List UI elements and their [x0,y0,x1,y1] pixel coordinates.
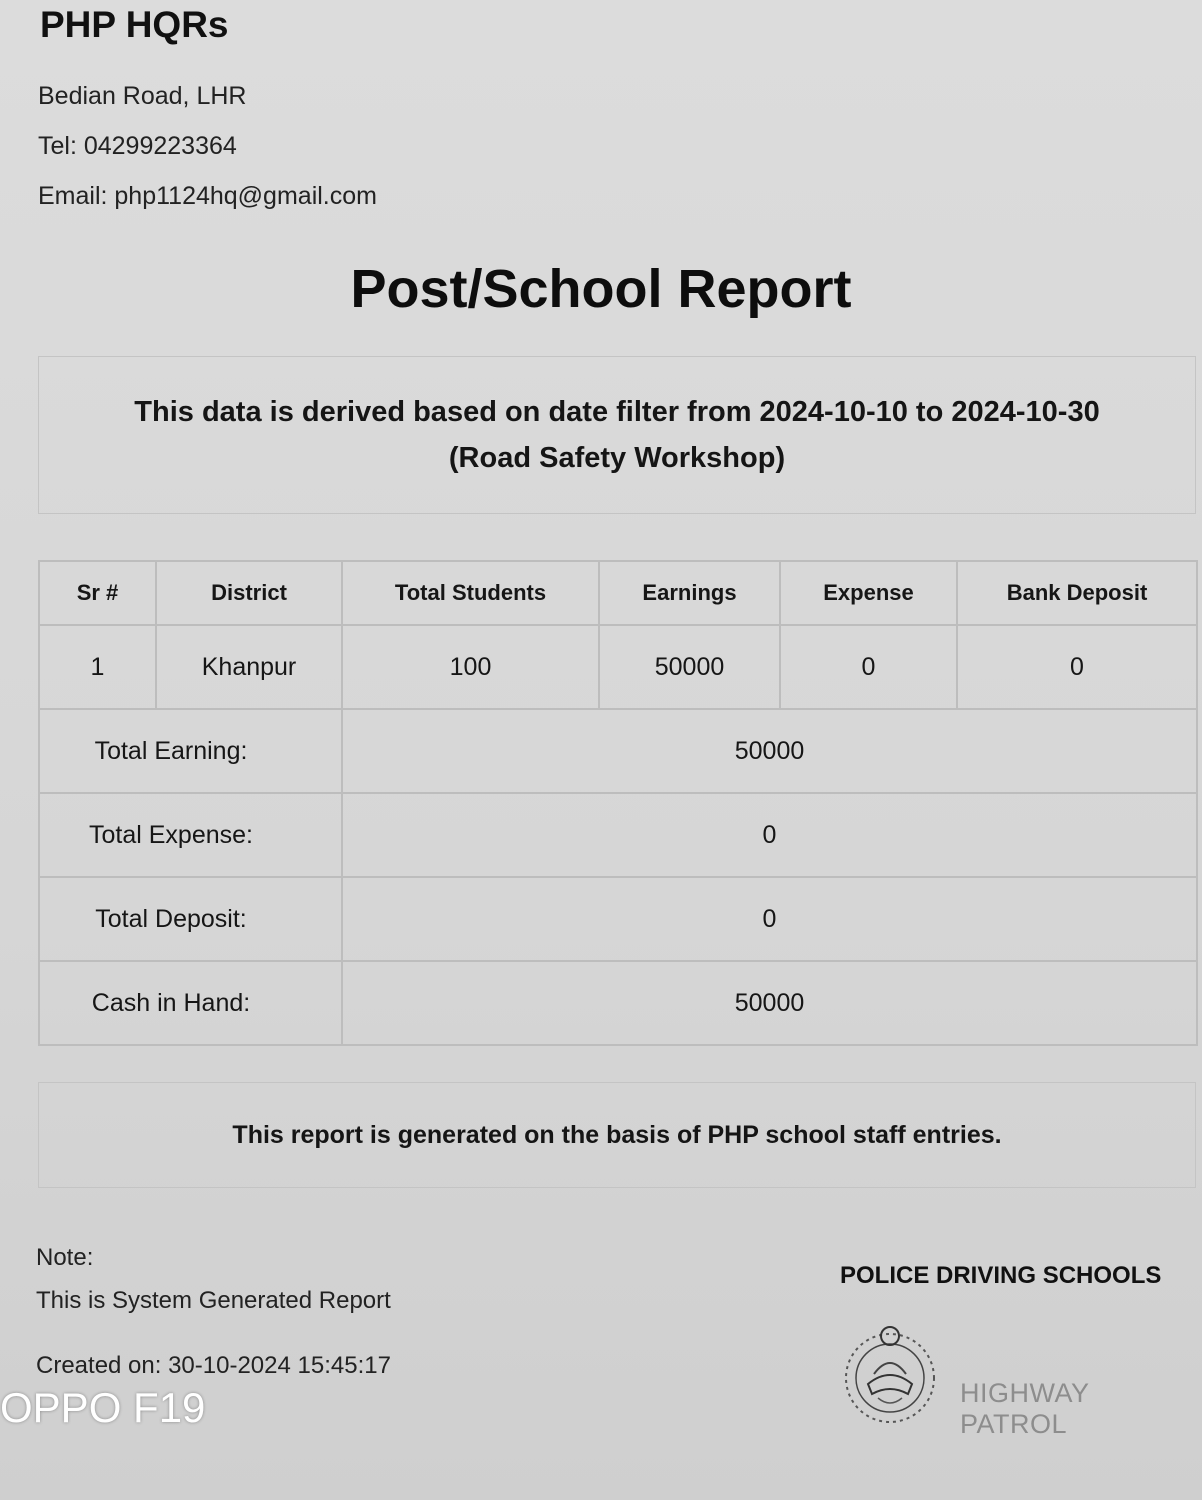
note-label: Note: [36,1244,94,1271]
summary-row-total-earning [39,709,1197,793]
cell-expense: 0 [780,625,957,709]
report-title: Post/School Report [350,259,852,319]
header-bank-deposit: Bank Deposit [957,561,1197,625]
note-text: This is System Generated Report [36,1287,391,1314]
highway-patrol-seal-icon [838,1322,942,1426]
footer-statement-box [38,1082,1196,1188]
header-expense: Expense [780,561,957,625]
table-header-row [39,561,1197,625]
brand-patrol-text: HIGHWAY PATROL [960,1378,1090,1439]
summary-value: 50000 [342,961,1197,1045]
org-tel: Tel: 04299223364 [38,132,237,160]
org-email: Email: php1124hq@gmail.com [38,182,377,210]
report-table [38,560,1198,1046]
summary-row-cash-in-hand [39,961,1197,1045]
org-name: PHP HQRs [40,4,229,45]
cell-total-students: 100 [342,625,599,709]
cell-earnings: 50000 [599,625,780,709]
camera-watermark: OPPO F19 [0,1384,206,1431]
summary-row-total-deposit [39,877,1197,961]
summary-label: Total Expense: [39,793,342,877]
date-filter-text: This data is derived based on date filter from 2024-10-10 to 2024-10-30 [134,396,1100,428]
cell-district: Khanpur [156,625,342,709]
summary-label: Total Deposit: [39,877,342,961]
cell-sr: 1 [39,625,156,709]
table-row [39,625,1197,709]
header-earnings: Earnings [599,561,780,625]
header-sr: Sr # [39,561,156,625]
workshop-name: (Road Safety Workshop) [448,442,786,474]
header-total-students: Total Students [342,561,599,625]
created-on: Created on: 30-10-2024 15:45:17 [36,1352,391,1379]
summary-label: Cash in Hand: [39,961,342,1045]
brand-title: POLICE DRIVING SCHOOLS [840,1262,1162,1289]
summary-value: 0 [342,877,1197,961]
org-address: Bedian Road, LHR [38,82,247,110]
summary-value: 0 [342,793,1197,877]
header-district: District [156,561,342,625]
summary-label: Total Earning: [39,709,342,793]
date-filter-box [38,356,1196,514]
summary-value: 50000 [342,709,1197,793]
summary-row-total-expense [39,793,1197,877]
footer-statement: This report is generated on the basis of PHP school staff entries. [232,1120,1002,1149]
cell-bank-deposit: 0 [957,625,1197,709]
